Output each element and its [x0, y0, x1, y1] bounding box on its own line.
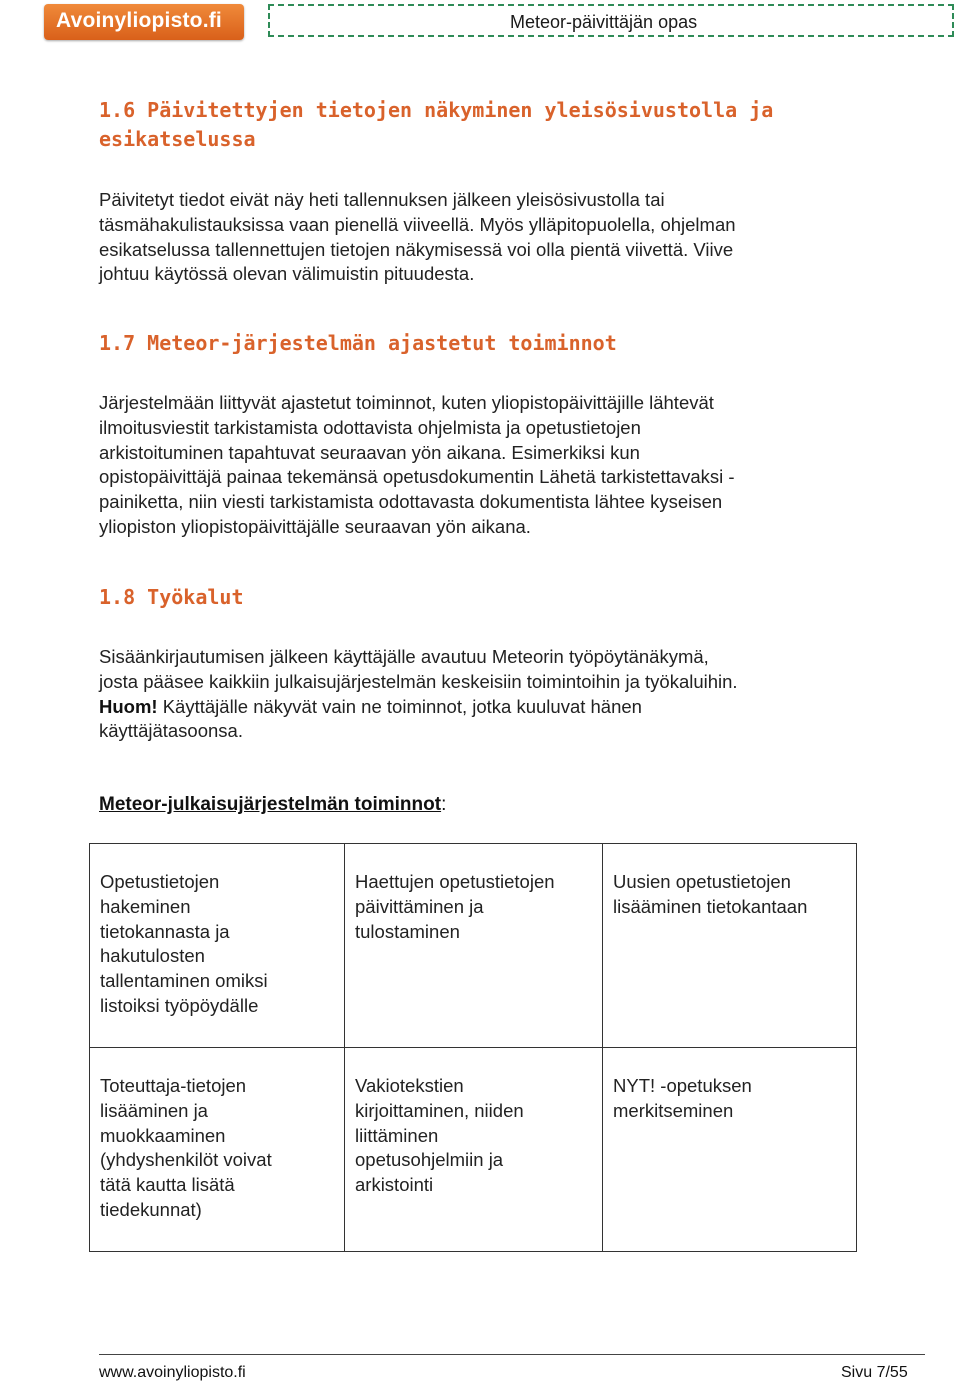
cell-line: tietokannasta ja: [100, 920, 230, 942]
cell-line: lisääminen ja: [100, 1099, 208, 1121]
table-cell: [603, 844, 857, 1048]
cell-line: Vakiotekstien: [355, 1075, 464, 1096]
heading-line: 1.7 Meteor-järjestelmän ajastetut toiminnot: [99, 331, 617, 355]
text-line: Päivitetyt tiedot eivät näy heti tallennuksen jälkeen yleisösivustolla tai: [99, 189, 665, 210]
text-line: painiketta, niin viesti tarkistamista odottavasta dokumentista lähtee kyseisen: [99, 491, 723, 513]
table-cell: [345, 844, 603, 1048]
table-row: [90, 844, 857, 1048]
cell-line: lisääminen tietokantaan: [613, 895, 808, 917]
cell-line: NYT! -opetuksen: [613, 1075, 752, 1096]
page-number: Sivu 7/55: [841, 1364, 908, 1381]
cell-line: tiedekunnat): [100, 1198, 202, 1220]
document-title: Meteor-päivittäjän opas: [510, 12, 698, 32]
cell-line: arkistointi: [355, 1174, 434, 1196]
cell-line: Opetustietojen: [100, 871, 220, 892]
huom-label: Huom!: [99, 695, 158, 717]
cell-line: Uusien opetustietojen: [613, 871, 791, 892]
text-line: johtuu käytössä olevan välimuistin pituudesta.: [99, 263, 475, 285]
avoinyliopisto-logo[interactable]: [44, 4, 244, 40]
table-row: [90, 1048, 857, 1252]
cell-line: hakeminen: [100, 895, 191, 917]
text-line: esikatselussa tallennettujen tietojen näkymisessä voi olla pientä viivettä. Viive: [99, 238, 734, 260]
cell-line: Toteuttaja-tietojen: [100, 1075, 247, 1096]
cell-line: tulostaminen: [355, 920, 460, 942]
text-line: ilmoitusviestit tarkistamista odottavista ohjelmista ja opetustietojen: [99, 416, 641, 438]
text-fragment: Käyttäjälle näkyvät vain ne toiminnot, jotka kuuluvat hänen: [157, 695, 642, 717]
logo-text: Avoinyliopisto.fi: [56, 9, 222, 32]
functions-table-title: [99, 794, 446, 816]
cell-line: listoiksi työpöydälle: [100, 994, 259, 1016]
cell-line: tallentaminen omiksi: [100, 970, 268, 992]
header-border-right: [952, 4, 954, 37]
cell-line: tätä kautta lisätä: [100, 1174, 235, 1196]
cell-line: (yhdyshenkilöt voivat: [100, 1149, 272, 1171]
table-title-colon: :: [441, 794, 447, 815]
footer-divider: [99, 1354, 925, 1355]
paragraph-1-7: [99, 391, 859, 540]
text-line: josta pääsee kaikkiin julkaisujärjestelmän keskeisiin toimintoihin ja työkaluihin.: [99, 670, 738, 692]
section-heading-1-7: [99, 329, 617, 358]
cell-line: Haettujen opetustietojen: [355, 871, 555, 892]
paragraph-1-6: [99, 188, 859, 287]
heading-line: 1.6 Päivitettyjen tietojen näkyminen yleisösivustolla ja: [99, 98, 774, 122]
table-title-text: Meteor-julkaisujärjestelmän toiminnot: [99, 794, 442, 815]
text-line: käyttäjätasoonsa.: [99, 720, 243, 742]
cell-line: kirjoittaminen, niiden: [355, 1099, 524, 1121]
functions-table: [89, 843, 857, 1252]
paragraph-1-8: [99, 645, 859, 744]
table-cell: [90, 844, 345, 1048]
text-line: yliopiston yliopistopäivittäjälle seuraavan yön aikana.: [99, 515, 531, 537]
cell-line: merkitseminen: [613, 1099, 734, 1121]
table-cell: [345, 1048, 603, 1252]
heading-line: 1.8 Työkalut: [99, 585, 244, 609]
heading-line: esikatselussa: [99, 127, 256, 151]
cell-line: opetusohjelmiin ja: [355, 1149, 504, 1171]
text-line: opistopäivittäjä painaa tekemänsä opetusdokumentin Lähetä tarkistettavaksi -: [99, 466, 735, 488]
cell-line: muokkaaminen: [100, 1124, 226, 1146]
section-heading-1-6: [99, 96, 773, 154]
text-line: Sisäänkirjautumisen jälkeen käyttäjälle avautuu Meteorin työpöytänäkymä,: [99, 646, 709, 667]
page-header: [0, 0, 960, 60]
text-line: [99, 695, 859, 720]
text-line: täsmähakulistauksissa vaan pienellä viiveellä. Myös ylläpitopuolella, ohjelman: [99, 213, 736, 235]
footer-url-link[interactable]: www.avoinyliopisto.fi: [99, 1364, 246, 1381]
table-cell: [90, 1048, 345, 1252]
cell-line: liittäminen: [355, 1124, 439, 1146]
text-line: arkistoituminen tapahtuvat seuraavan yön aikana. Esimerkiksi kun: [99, 441, 640, 463]
text-line: Järjestelmään liittyvät ajastetut toiminnot, kuten yliopistopäivittäjille lähtevät: [99, 392, 714, 413]
cell-line: hakutulosten: [100, 945, 205, 967]
cell-line: päivittäminen ja: [355, 895, 484, 917]
table-cell: [603, 1048, 857, 1252]
section-heading-1-8: [99, 583, 244, 612]
